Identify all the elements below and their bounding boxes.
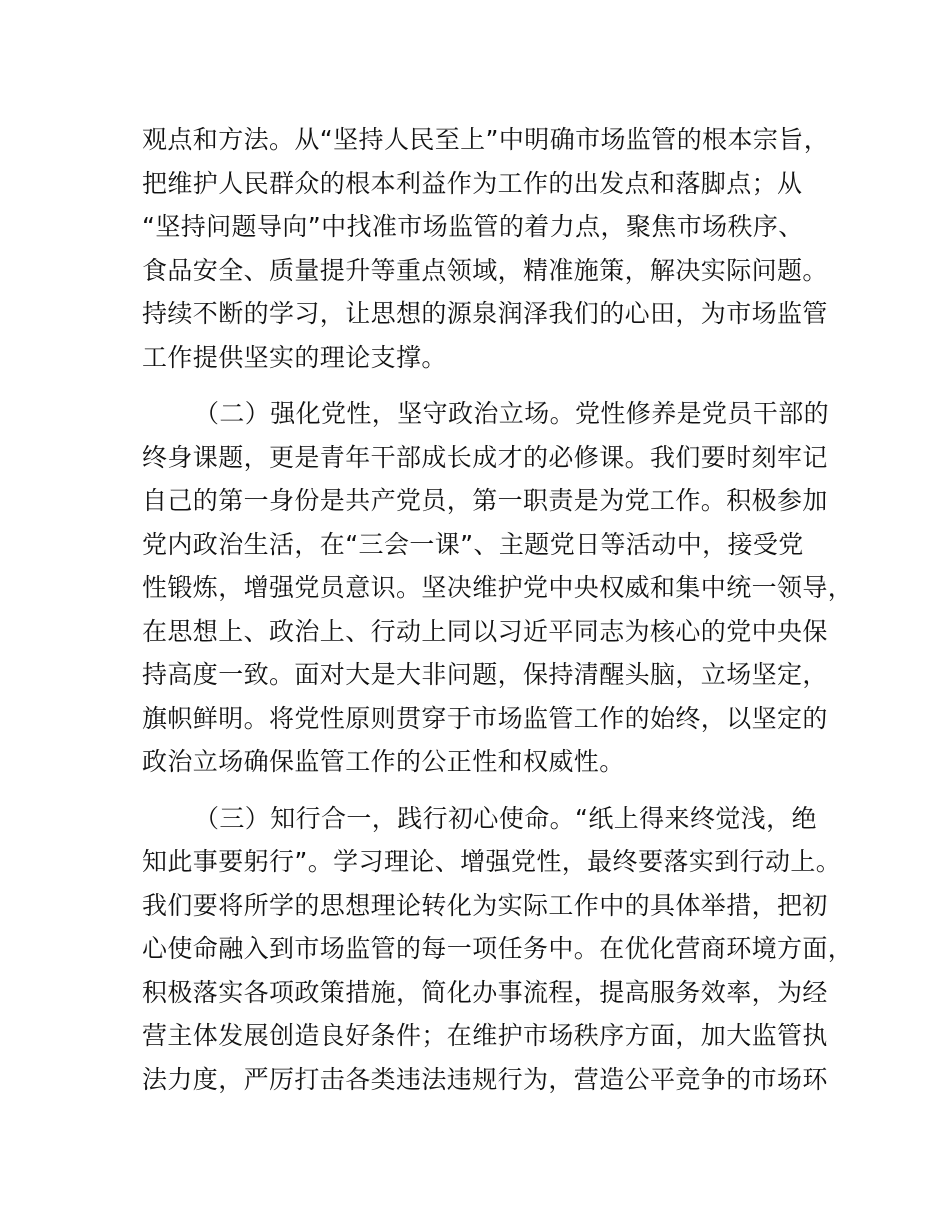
paragraph-two <box>142 392 854 784</box>
text-line: 食品安全、质量提升等重点领域，精准施策，解决实际问题。 <box>142 255 828 285</box>
text-line: 心使命融入到市场监管的每一项任务中。在优化营商环境方面， <box>142 934 854 963</box>
text-line: 我们要将所学的思想理论转化为实际工作中的具体举措，把初 <box>142 890 828 920</box>
text-line: 观点和方法。从“坚持人民至上”中明确市场监管的根本宗旨， <box>142 125 830 154</box>
text-line: 工作提供坚实的理论支撑。 <box>142 342 447 372</box>
text-line: 持续不断的学习，让思想的源泉润泽我们的心田，为市场监管 <box>142 299 828 328</box>
text-line: 持高度一致。面对大是大非问题，保持清醒头脑，立场坚定， <box>142 660 828 689</box>
document-body <box>142 118 854 1101</box>
text-line: 终身课题，更是青年干部成长成才的必修课。我们要时刻牢记 <box>142 442 828 472</box>
text-line: 法力度，严厉打击各类违法违规行为，营造公平竞争的市场环 <box>142 1064 828 1094</box>
paragraph-continued <box>142 118 842 379</box>
text-line: “坚持问题导向”中找准市场监管的着力点，聚焦市场秩序、 <box>142 212 804 241</box>
text-line: 自己的第一身份是共产党员，第一职责是为党工作。积极参加 <box>142 486 828 515</box>
text-line: 旗帜鲜明。将党性原则贯穿于市场监管工作的始终，以坚定的 <box>142 703 828 733</box>
text-line: 政治立场确保监管工作的公正性和权威性。 <box>142 747 625 776</box>
text-line: 营主体发展创造良好条件；在维护市场秩序方面，加大监管执 <box>142 1021 828 1050</box>
paragraph-spacer <box>142 784 842 797</box>
paragraph-spacer <box>142 379 842 392</box>
text-line: 把维护人民群众的根本利益作为工作的出发点和落脚点；从 <box>142 168 803 198</box>
text-line: 性锻炼，增强党员意识。坚决维护党中央权威和集中统一领导， <box>142 573 854 602</box>
text-line: 积极落实各项政策措施，简化办事流程，提高服务效率，为经 <box>142 977 828 1007</box>
text-line: （二）强化党性，坚守政治立场。党性修养是党员干部的 <box>194 399 830 428</box>
text-line: 在思想上、政治上、行动上同以习近平同志为核心的党中央保 <box>142 616 828 646</box>
text-line: （三）知行合一，践行初心使命。“纸上得来终觉浅，绝 <box>194 803 817 833</box>
text-line: 党内政治生活，在“三会一课”、主题党日等活动中，接受党 <box>142 529 804 559</box>
text-line: 知此事要躬行”。学习理论、增强党性，最终要落实到行动上。 <box>142 847 842 876</box>
paragraph-three <box>142 797 854 1102</box>
